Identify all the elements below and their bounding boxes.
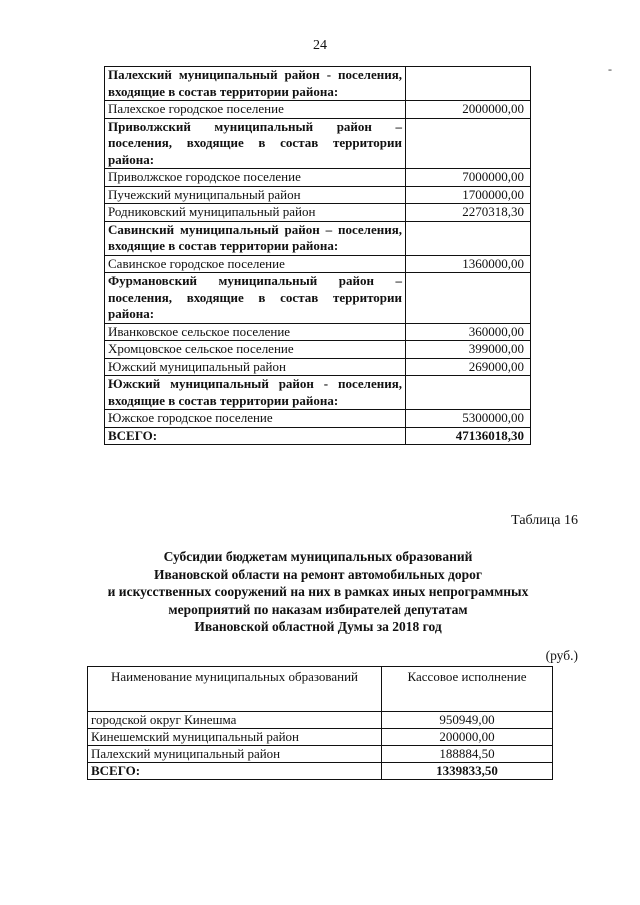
table-row (105, 169, 531, 187)
row-amount: 269000,00 (406, 358, 531, 376)
margin-mark: - (608, 62, 612, 76)
total-amount: 47136018,30 (406, 427, 531, 445)
table-row (88, 712, 553, 729)
section-header-row (105, 376, 531, 410)
page-number: 24 (313, 38, 327, 53)
table-row (105, 255, 531, 273)
row-amount: 200000,00 (382, 729, 553, 746)
table-row (105, 101, 531, 119)
section-header-row (105, 118, 531, 169)
subsidy-table (87, 666, 553, 780)
table-row (88, 729, 553, 746)
row-name: городской округ Кинешма (88, 712, 382, 729)
section-header-row (105, 273, 531, 324)
row-amount: 1700000,00 (406, 186, 531, 204)
row-name: Родниковский муниципальный район (105, 204, 406, 222)
table-row (105, 204, 531, 222)
row-amount (406, 273, 531, 324)
total-row (88, 763, 553, 780)
row-name: Пучежский муниципальный район (105, 186, 406, 204)
table-title (96, 548, 540, 636)
row-amount: 5300000,00 (406, 410, 531, 428)
row-amount: 2000000,00 (406, 101, 531, 119)
title-line: Ивановской областной Думы за 2018 год (194, 619, 442, 634)
row-name: Иванковское сельское поселение (105, 323, 406, 341)
row-name: Хромцовское сельское поселение (105, 341, 406, 359)
title-line: Субсидии бюджетам муниципальных образований (163, 549, 473, 564)
row-amount: 7000000,00 (406, 169, 531, 187)
section-header-label: Фурмановский муниципальный район – поселения, входящие в состав территории района: (105, 273, 406, 324)
row-amount (406, 221, 531, 255)
row-amount: 950949,00 (382, 712, 553, 729)
row-name: Южское городское поселение (105, 410, 406, 428)
row-name: Палехское городское поселение (105, 101, 406, 119)
section-header-label: Савинский муниципальный район – поселения, входящие в состав территории района: (105, 221, 406, 255)
table-row (105, 186, 531, 204)
row-name: Савинское городское поселение (105, 255, 406, 273)
allocation-table (104, 66, 531, 445)
total-row (105, 427, 531, 445)
table-row (105, 323, 531, 341)
title-line: мероприятий по наказам избирателей депутатам (168, 601, 468, 617)
section-header-row (105, 221, 531, 255)
total-label: ВСЕГО: (105, 427, 406, 445)
table-row (105, 410, 531, 428)
row-name: Приволжское городское поселение (105, 169, 406, 187)
section-header-label: Приволжский муниципальный район – поселения, входящие в состав территории района: (105, 118, 406, 169)
table-row (105, 358, 531, 376)
column-header-name: Наименование муниципальных образований (88, 667, 382, 712)
unit-label: (руб.) (545, 648, 578, 663)
total-amount: 1339833,50 (382, 763, 553, 780)
title-line: и искусственных сооружений на них в рамках иных непрограммных (107, 584, 529, 599)
row-amount: 2270318,30 (406, 204, 531, 222)
table-label: Таблица 16 (511, 513, 578, 528)
row-name: Кинешемский муниципальный район (88, 729, 382, 746)
total-label: ВСЕГО: (88, 763, 382, 780)
column-header-amount: Кассовое исполнение (382, 667, 553, 712)
row-name: Палехский муниципальный район (88, 746, 382, 763)
row-name: Южский муниципальный район (105, 358, 406, 376)
table-row (88, 746, 553, 763)
row-amount: 360000,00 (406, 323, 531, 341)
section-header-label: Палехский муниципальный район - поселения, входящие в состав территории района: (105, 67, 406, 101)
row-amount (406, 376, 531, 410)
row-amount (406, 67, 531, 101)
row-amount: 399000,00 (406, 341, 531, 359)
row-amount: 188884,50 (382, 746, 553, 763)
section-header-row (105, 67, 531, 101)
row-amount (406, 118, 531, 169)
table-header-row (88, 667, 553, 712)
row-amount: 1360000,00 (406, 255, 531, 273)
section-header-label: Южский муниципальный район - поселения, входящие в состав территории района: (105, 376, 406, 410)
table-row (105, 341, 531, 359)
title-line: Ивановской области на ремонт автомобильных дорог (154, 566, 482, 582)
